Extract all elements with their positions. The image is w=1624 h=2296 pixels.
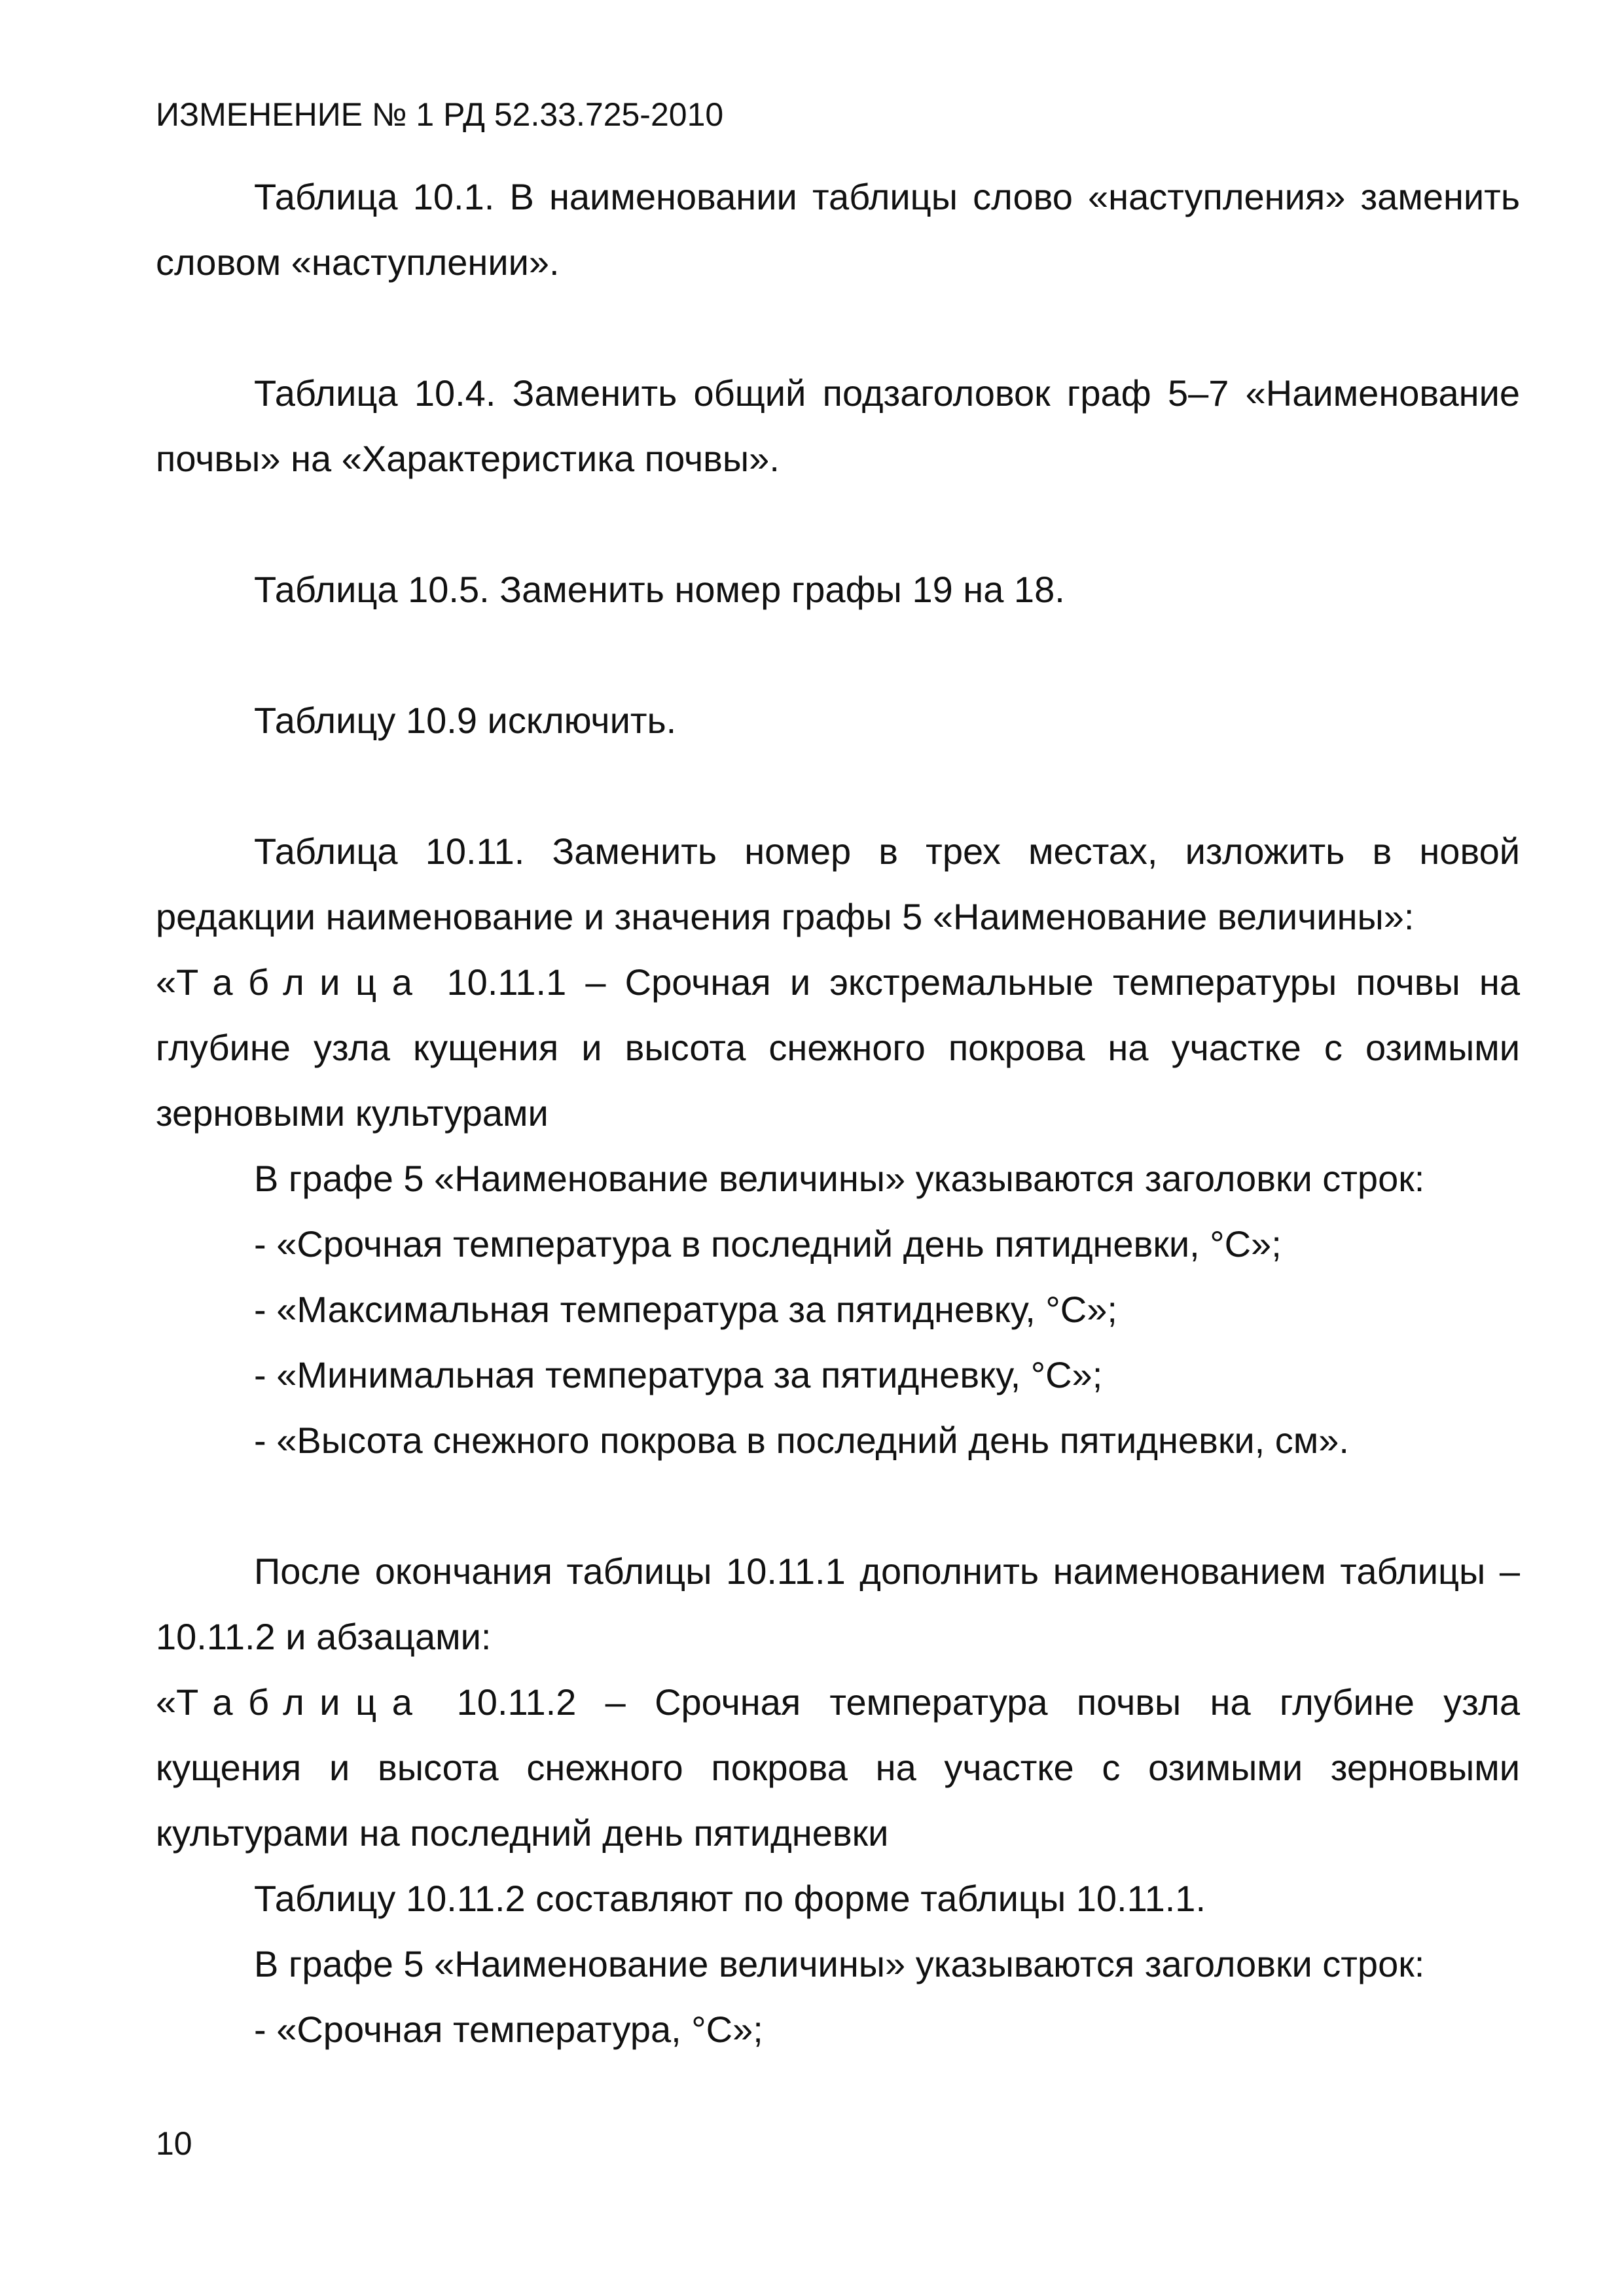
paragraph-column-5-headings: В графе 5 «Наименование величины» указываются заголовки строк: — [254, 1158, 1425, 1199]
paragraph-table-10-4: Таблица 10.4. Заменить общий подзаголовок граф 5–7 «Наименование почвы» на «Характеристика почвы». — [156, 372, 1520, 479]
paragraph-gap — [156, 1473, 1520, 1539]
paragraph-after-table-10-11-1: После окончания таблицы 10.11.1 дополнить наименованием таблицы – 10.11.2 и абзацами: — [156, 1551, 1520, 1657]
paragraph-table-10-1: Таблица 10.1. В наименовании таблицы слово «наступления» заменить словом «наступлении». — [156, 176, 1520, 283]
paragraph-gap — [156, 622, 1520, 688]
list-item: - «Срочная температура, °С»; — [254, 2009, 763, 2050]
document-body — [156, 164, 1520, 2062]
list-item: - «Максимальная температура за пятидневку, °С»; — [254, 1289, 1117, 1330]
title-word-spaced: Таблица — [176, 1681, 428, 1723]
list-item: - «Минимальная температура за пятидневку, °С»; — [254, 1354, 1103, 1395]
title-rest: 10.11.2 – Срочная температура почвы на глубине узла кущения и высота снежного покрова на участке с озимыми зерновыми культурами на последний день пятидневки — [156, 1681, 1520, 1854]
title-word-spaced: Таблица — [176, 961, 428, 1003]
paragraph-table-10-9: Таблицу 10.9 исключить. — [254, 700, 677, 741]
table-10-11-1-title — [156, 950, 1520, 1146]
list-item: - «Срочная температура в последний день пятидневки, °С»; — [254, 1223, 1282, 1265]
title-rest: 10.11.1 – Срочная и экстремальные температуры почвы на глубине узла кущения и высота снежного покрова на участке с озимыми зерновыми культурами — [156, 961, 1520, 1134]
paragraph-table-10-11-2-form: Таблицу 10.11.2 составляют по форме таблицы 10.11.1. — [254, 1878, 1206, 1919]
list-item: - «Высота снежного покрова в последний день пятидневки, см». — [254, 1420, 1349, 1461]
title-open-quote: « — [156, 1681, 177, 1723]
paragraph-column-5-headings: В графе 5 «Наименование величины» указываются заголовки строк: — [254, 1943, 1425, 1984]
paragraph-gap — [156, 492, 1520, 557]
paragraph-table-10-11: Таблица 10.11. Заменить номер в трех местах, изложить в новой редакции наименование и значения графы 5 «Наименование величины»: — [156, 831, 1520, 937]
paragraph-gap — [156, 753, 1520, 819]
paragraph-gap — [156, 295, 1520, 361]
page-number: 10 — [156, 2125, 192, 2162]
paragraph-table-10-5: Таблица 10.5. Заменить номер графы 19 на 18. — [254, 569, 1065, 610]
document-header: ИЗМЕНЕНИЕ № 1 РД 52.33.725-2010 — [156, 96, 724, 133]
table-10-11-2-title — [156, 1670, 1520, 1866]
title-open-quote: « — [156, 961, 177, 1003]
